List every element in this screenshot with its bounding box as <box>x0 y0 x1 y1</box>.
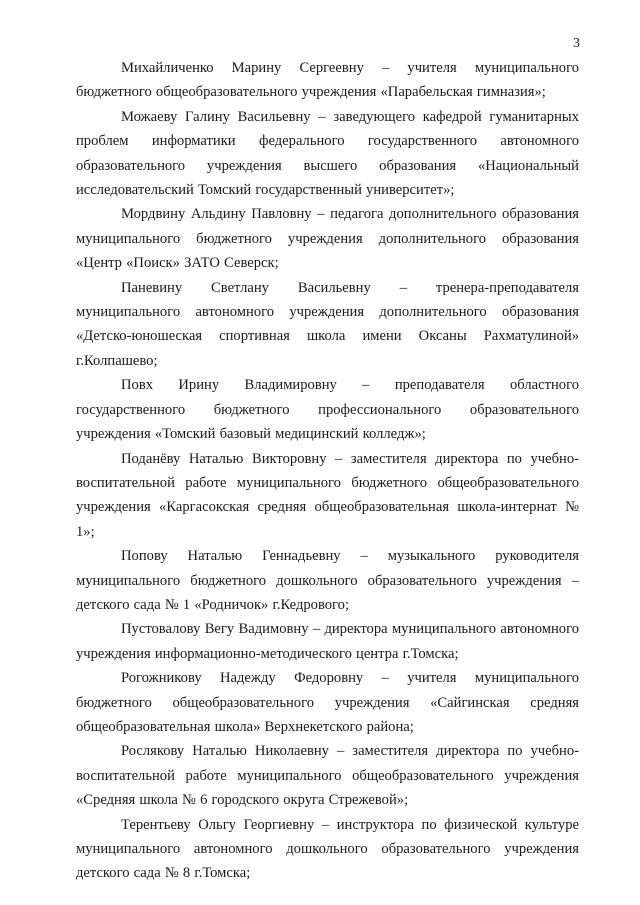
person-entry-rogozhnikova: Рогожникову Надежду Федоровну – учителя муниципального бюджетного общеобразовательного учреждения «Сайгинская средняя общеобразовательная школа» Верхнекетского района; <box>76 670 579 735</box>
person-entry-povkh: Повх Ирину Владимировну – преподавателя областного государственного бюджетного профессионального образовательного учреждения «Томский базовый медицинский колледж»; <box>76 377 579 443</box>
person-entry-podaneva: Поданёву Наталью Викторовну – заместителя директора по учебно-воспитательной работе муниципального бюджетного общеобразовательного учреждения «Каргасокская средняя общеобразовательная школа-интернат № 1»; <box>76 450 579 540</box>
person-entry-mordvina: Мордвину Альдину Павловну – педагога дополнительного образования муниципального бюджетного учреждения дополнительного образования «Центр «Поиск» ЗАТО Северск; <box>76 206 579 272</box>
person-entry-popova: Попову Наталью Геннадьевну – музыкального руководителя муниципального бюджетного дошкольного образовательного учреждения – детского сада № 1 «Родничок» г.Кедрового; <box>76 548 579 613</box>
page-number: 3 <box>573 36 580 51</box>
person-entry-roslyakova: Рослякову Наталью Николаевну – заместителя директора по учебно-воспитательной работе муниципального общеобразовательного учреждения «Средняя школа № 6 городского округа Стрежевой»; <box>76 743 579 809</box>
person-entry-mozhaeva: Можаеву Галину Васильевну – заведующего кафедрой гуманитарных проблем информатики федерального государственного автономного образовательного учреждения высшего образования «Национальный исследовательский Томский государственный университет»; <box>76 108 579 199</box>
person-entry-terentyeva: Терентьеву Ольгу Георгиевну – инструктора по физической культуре муниципального автономного дошкольного образовательного учреждения детского сада № 8 г.Томска; <box>76 816 579 882</box>
document-body <box>76 56 579 886</box>
person-entry-mikhaylichenko: Михайличенко Марину Сергеевну – учителя муниципального бюджетного общеобразовательного учреждения «Парабельская гимназия»; <box>76 60 579 101</box>
person-entry-panevina: Паневину Светлану Васильевну – тренера-преподавателя муниципального автономного учреждения дополнительного образования «Детско-юношеская спортивная школа имени Оксаны Рахматулиной» г.Колпашево; <box>76 279 579 369</box>
person-entry-pustovalova: Пустовалову Вегу Вадимовну – директора муниципального автономного учреждения информационно-методического центра г.Томска; <box>76 621 579 662</box>
